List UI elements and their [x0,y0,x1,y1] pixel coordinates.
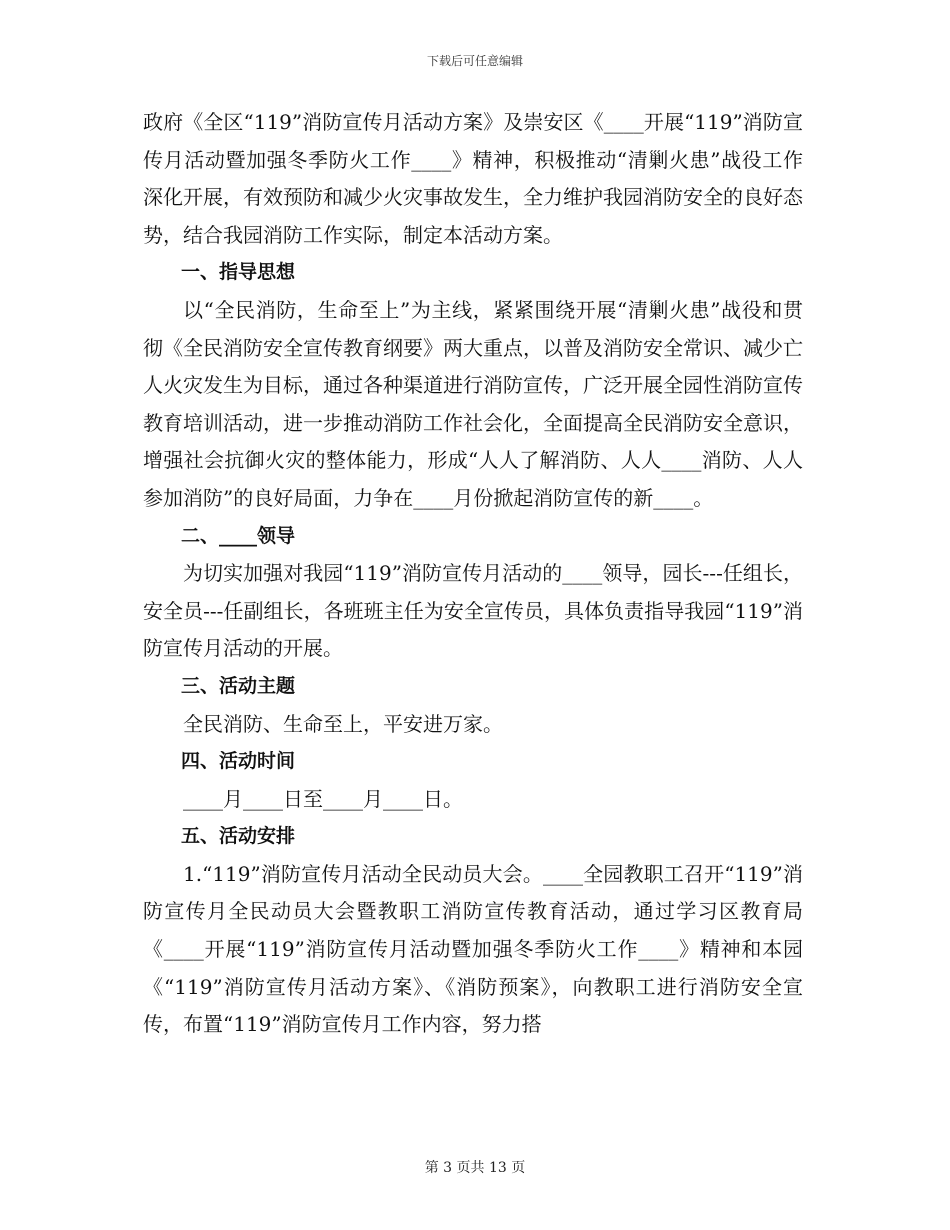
section-heading-arrangement: 五、活动安排 [181,825,296,848]
section-heading-theme: 三、活动主题 [181,674,296,697]
document-body [143,104,803,1044]
section-heading-guiding-thought: 一、指导思想 [181,261,296,284]
leadership-paragraph: 为切实加强对我园“119”消防宣传月活动的____领导，园长---任组长，安全员---任副组长，各班班主任为安全宣传员，具体负责指导我园“119”消防宣传月活动的开展。 [143,561,803,661]
page-number-footer: 第 3 页共 13 页 [424,1160,526,1176]
intro-paragraph: 政府《全区“119”消防宣传月活动方案》及崇安区《____开展“119”消防宣传月活动暨加强冬季防火工作____》精神，积极推动“清剿火患”战役工作深化开展，有效预防和减少火灾事故发生，全力维护我园消防安全的良好态势，结合我园消防工作实际，制定本活动方案。 [143,110,803,247]
page-header-note: 下载后可任意编辑 [426,54,523,68]
section-heading-time: 四、活动时间 [181,750,296,773]
arrangement-paragraph: 1.“119”消防宣传月活动全民动员大会。____全园教职工召开“119”消防宣传月全民动员大会暨教职工消防宣传教育活动，通过学习区教育局《____开展“119”消防宣传月活动暨加强冬季防火工作____》精神和本园《“119”消防宣传月活动方案》、《消防预案》，向教职工进行消防安全宣传，布置“119”消防宣传月工作内容，努力搭 [143,861,803,1037]
theme-paragraph: 全民消防、生命至上，平安进万家。 [183,711,503,736]
section-heading-leadership: 二、____领导 [181,524,296,547]
time-paragraph: ____月____日至____月____日。 [183,786,463,811]
guiding-thought-paragraph: 以“全民消防，生命至上”为主线，紧紧围绕开展“清剿火患”战役和贯彻《全民消防安全宣传教育纲要》两大重点，以普及消防安全常识、减少亡人火灾发生为目标，通过各种渠道进行消防宣传，广泛开展全园性消防宣传教育培训活动，进一步推动消防工作社会化，全面提高全民消防安全意识，增强社会抗御火灾的整体能力，形成“人人了解消防、人人____消防、人人参加消防”的良好局面，力争在____月份掀起消防宣传的新____。 [143,297,803,510]
